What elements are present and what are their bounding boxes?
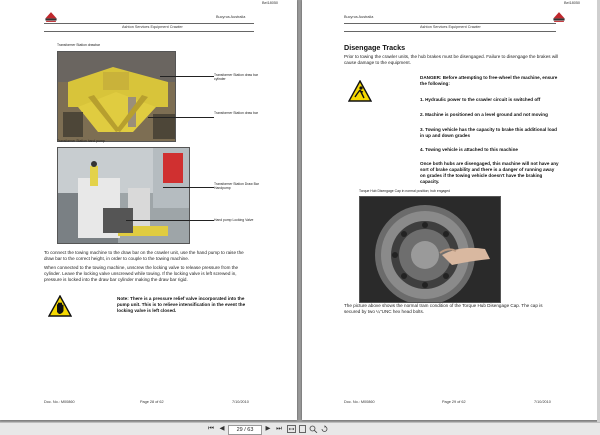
header-rule-2	[344, 31, 556, 32]
footer-doc-number: Doc. No.: M00860	[44, 400, 75, 404]
page-number-input[interactable]	[228, 425, 262, 435]
danger-item-4: 4. Towing vehicle is attached to this machine	[420, 147, 518, 152]
bucyrus-logo-icon	[552, 10, 566, 24]
previous-page-button[interactable]: ◀	[219, 425, 225, 432]
section-title: Disengage Tracks	[344, 43, 406, 52]
callout-leader-1	[160, 76, 214, 77]
danger-item-2: 2. Machine is positioned on a level ground and not moving	[420, 112, 548, 117]
top-ref: Bel18050	[564, 1, 581, 5]
company-name: Bucyrus Australia	[216, 15, 246, 19]
header-rule-2	[44, 31, 254, 32]
callout-drawbar: Transformer Station draw bar	[214, 111, 258, 115]
doc-title: Ashton Services Equipment Crawler	[122, 25, 183, 29]
header-rule	[44, 23, 254, 24]
footer-page-number: Page 28 of 62	[140, 400, 164, 404]
next-page-button[interactable]: ▶	[265, 425, 271, 432]
intro-paragraph: Prior to towing the crawler units, the hub brakes must be disengaged. Failure to disengage the brakes will cause damage to the equipment.	[344, 54, 559, 65]
current-page: 29	[236, 426, 243, 433]
photo-caption: Torque Hub Disengage Cap in normal position; hub engaged	[359, 189, 451, 193]
danger-heading: DANGER: Before attempting to free-wheel the machine, ensure the following:	[420, 75, 558, 86]
callout-handpump: Transformer Station Draw Bar Handpump	[214, 182, 259, 190]
page-navigation-toolbar	[0, 422, 600, 435]
pump-note: Note: There is a pressure relief valve incorporated into the pump unit. This is to relieve intensification in the event the locking valve is left closed.	[117, 296, 246, 313]
caution-hand-icon	[48, 295, 72, 317]
photo2-caption: Transformer Station hand pump	[57, 139, 105, 143]
rotate-icon[interactable]	[320, 425, 329, 433]
footer-doc-number: Doc. No.: M00860	[344, 400, 375, 404]
footer-date: 7/10/2010	[232, 400, 249, 404]
danger-item-1: 1. Hydraulic power to the crawler circuit is switched off	[420, 97, 541, 102]
callout-leader-2	[148, 117, 214, 118]
photo1-caption: Transformer Station drawbar	[57, 43, 101, 47]
zoom-icon[interactable]	[309, 425, 318, 433]
paragraph-after-photo: The picture above shows the normal tram condition of the Torque Hub Disengage Cap. The cap is secured by two ¼"UNC hex head bolts.	[344, 303, 543, 314]
fit-width-icon[interactable]	[287, 425, 296, 433]
footer-date: 7/10/2010	[534, 400, 551, 404]
danger-warning-icon	[348, 80, 372, 102]
paragraph-unscrew: When connected to the towing machine, unscrew the locking valve to release pressure from the cylinder. Leave the locking valve unscrewed while towing. If the locking valve is left screwed in, pressure is locked into the draw bar cylinder making the draw bar rigid.	[44, 265, 239, 282]
danger-item-3: 3. Towing vehicle has the capacity to brake this additional load in up and down grades	[420, 127, 557, 138]
fit-page-icon[interactable]	[298, 425, 307, 433]
header-rule	[344, 23, 556, 24]
bucyrus-logo-icon	[44, 10, 58, 24]
callout-leader-4	[126, 220, 214, 221]
danger-tail: Once both hubs are disengaged, this machine will not have any sort of brake capability and there is a danger of running away on grades if the towing vehicle doesn't have the braking capacity.	[420, 161, 559, 184]
callout-drawbar-cylinder: Transformer Station draw bar cylinder	[214, 73, 258, 81]
last-page-button[interactable]: ⏭	[276, 425, 282, 432]
drawbar-photo	[57, 51, 176, 142]
callout-leader-3	[163, 187, 214, 188]
doc-title: Ashton Services Equipment Crawler	[420, 25, 481, 29]
page-28	[0, 0, 297, 420]
page-29	[302, 0, 600, 420]
top-ref: Bel18050	[262, 1, 279, 5]
total-pages: / 63	[244, 426, 254, 433]
callout-locking-valve: Hand pump Locking Valve	[214, 218, 254, 222]
torque-hub-photo	[359, 196, 501, 303]
footer-page-number: Page 29 of 62	[442, 400, 466, 404]
first-page-button[interactable]: ⏮	[208, 425, 214, 432]
hand-pump-photo	[57, 147, 190, 244]
company-name: Bucyrus Australia	[344, 15, 374, 19]
paragraph-connect: To connect the towing machine to the draw bar on the crawler unit, use the hand pump to raise the draw bar to the correct height, in order to couple to the towing machine.	[44, 250, 244, 261]
